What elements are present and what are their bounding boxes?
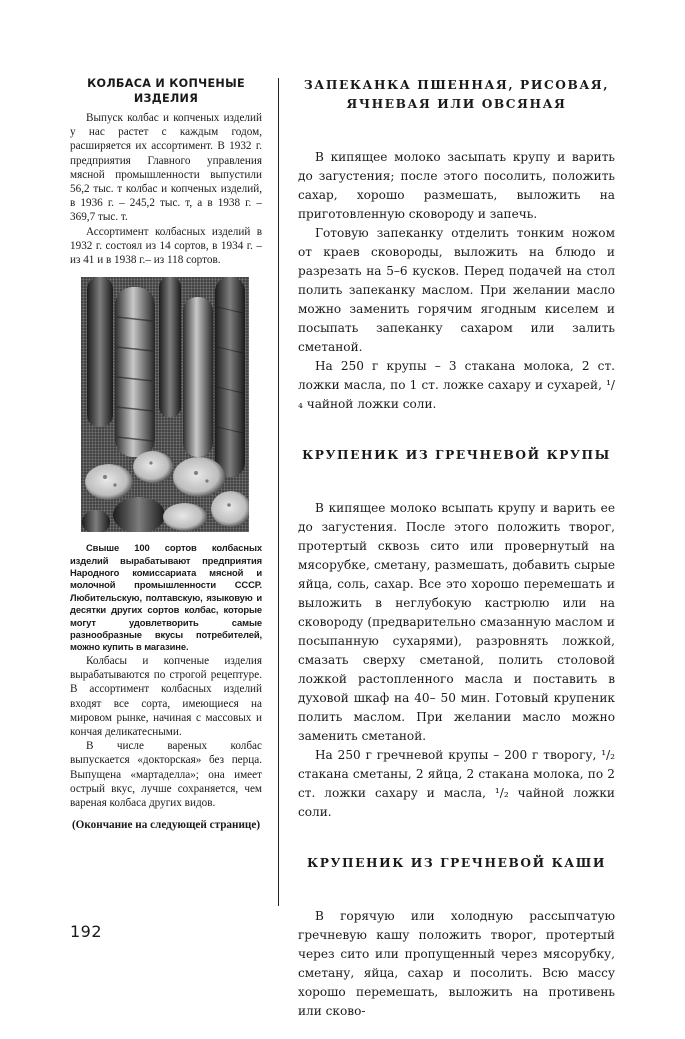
sausages-illustration xyxy=(81,277,249,532)
recipe-section xyxy=(298,446,615,822)
sidebar-heading: КОЛБАСА И КОПЧЕНЫЕ ИЗДЕЛИЯ xyxy=(87,77,245,105)
page-number: 192 xyxy=(70,922,103,941)
recipes-column xyxy=(298,76,615,1021)
photo-caption: Свыше 100 сортов колбасных изделий вырабатывают предприятия Народного комиссариата мясной и молочной промышленности СССР. Любительскую, полтавскую, языковую и десятки других сортов колбас, которые могут удовлетворить самые разнообразные вкусы потребителей, можно купить в магазине. xyxy=(70,542,262,653)
recipe-section xyxy=(298,854,615,1021)
recipe-section xyxy=(298,76,615,414)
sidebar-paragraph: В числе вареных колбас выпускается «докторская» без перца. Выпущена «мартаделла»; она имеет острый вкус, лучше сохраняется, чем вареная колбаса других видов. xyxy=(70,740,262,809)
recipe-paragraph: В кипящее молоко засыпать крупу и варить до загустения; после этого посолить, положить сахар, хорошо размешать, выложить на приготовленную сковороду и запечь. xyxy=(298,150,615,221)
sidebar-paragraph: Ассортимент колбасных изделий в 1932 г. состоял из 14 сортов, в 1934 г. – из 41 и в 1938 г.– из 118 сортов. xyxy=(70,225,262,267)
recipe-paragraph: На 250 г крупы – 3 стакана молока, 2 ст. ложки масла, по 1 ст. ложке сахару и сухарей, ¹/₄ чайной ложки соли. xyxy=(298,359,615,411)
recipe-paragraph: На 250 г гречневой крупы – 200 г творогу, ¹/₂ стакана сметаны, 2 яйца, 2 стакана молока, по 2 ст. ложки сахару и масла, ¹/₂ чайной ложки соли. xyxy=(298,748,615,819)
recipe-paragraph: В кипящее молоко всыпать крупу и варить ее до загустения. После этого положить творог, протертый сквозь сито или провернутый на мясорубке, сметану, размешать, добавить сырые яйца, соль, сахар. Все это хорошо перемешать и выложить в неглубокую кастрюлю или на сковороду (предварительно смазанную маслом и посыпанную сухарями), разровнять ложкой, смазать сверху сметаной, полить столовой ложкой растопленного масла и поставить в духовой шкаф на 40– 50 мин. Готовый крупеник полить маслом. При желании масло можно заменить сметаной. xyxy=(298,501,615,743)
sidebar-column xyxy=(70,76,262,832)
continued-note: (Окончание на следующей странице) xyxy=(71,819,261,832)
recipe-title: КРУПЕНИК ИЗ ГРЕЧНЕВОЙ КРУПЫ xyxy=(302,448,611,462)
recipe-paragraph: В горячую или холодную рассыпчатую гречневую кашу положить творог, протертый через сито или пропущенный через мясорубку, сметану, яйца, сахар и посолить. Всю массу хорошо перемешать, выложить на противень или сково- xyxy=(298,909,615,1018)
recipe-paragraph: Готовую запеканку отделить тонким ножом от краев сковороды, выложить на блюдо и разрезать на 5–6 кусков. Перед подачей на стол полить запеканку маслом. При желании масло можно заменить горячим ягодным киселем и посыпать запеканку сахаром или залить сметаной. xyxy=(298,226,615,354)
sidebar-paragraph: Колбасы и копченые изделия вырабатываются по строгой рецептуре. В ассортимент колбасных изделий входят все сорта, имеющиеся на мировом рынке, начиная с массовых и кончая деликатесными. xyxy=(70,654,262,738)
sidebar-paragraph: Выпуск колбас и копченых изделий у нас растет с каждым годом, расширяется их ассортимент. В 1932 г. предприятия Главного управления мясной промышленности выпустили 56,2 тыс. т колбас и копченых изделий, в 1936 г. – 245,2 тыс. т, а в 1938 г. – 369,7 тыс. т. xyxy=(70,112,262,224)
column-divider xyxy=(278,78,279,906)
recipe-title: КРУПЕНИК ИЗ ГРЕЧНЕВОЙ КАШИ xyxy=(307,856,606,870)
recipe-title: ЗАПЕКАНКА ПШЕННАЯ, РИСОВАЯ, ЯЧНЕВАЯ ИЛИ ОВСЯНАЯ xyxy=(303,78,610,111)
sausages-photo xyxy=(81,277,249,532)
